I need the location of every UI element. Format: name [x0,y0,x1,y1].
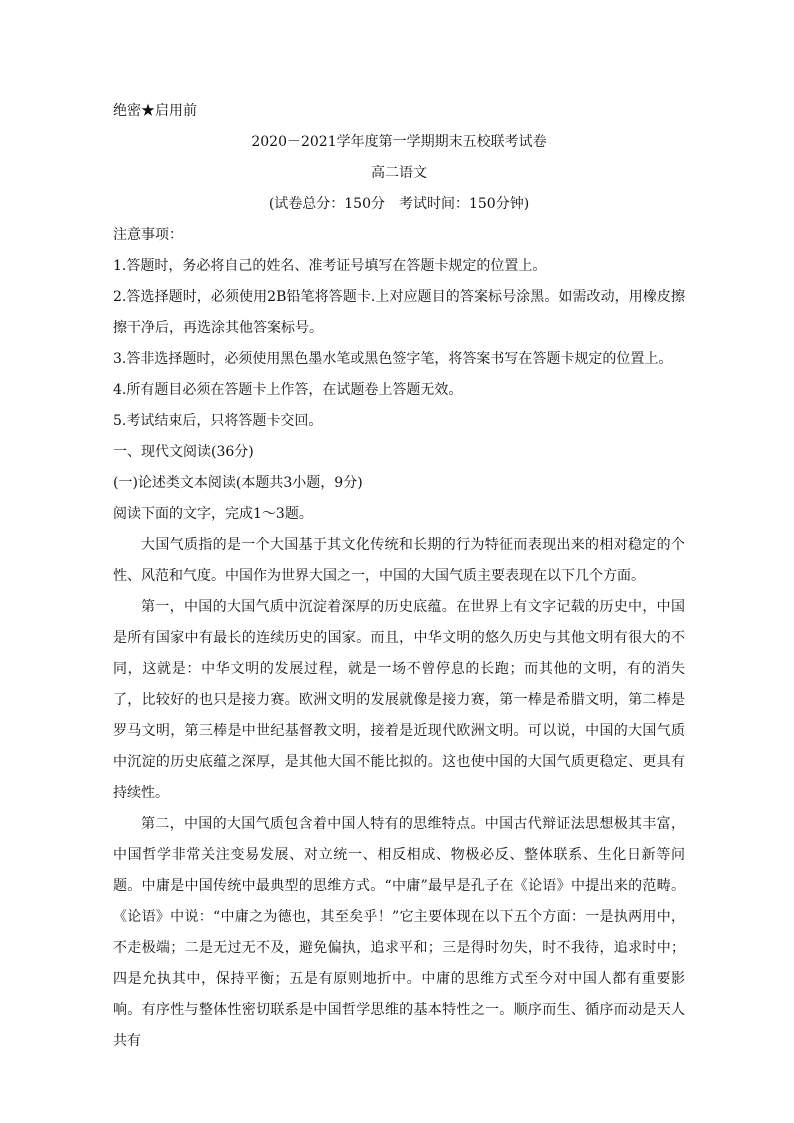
note-item: 4.所有题目必须在答题卡上作答，在试题卷上答题无效。 [113,382,463,398]
exam-title: 2020－2021学年度第一学期期末五校联考试卷 [251,134,547,150]
exam-meta: (试卷总分：150分 考试时间：150分钟) [268,196,530,212]
confidential-mark: 绝密★启用前 [113,103,197,119]
section-title: 一、现代文阅读(36分) [113,444,254,460]
note-item: 1.答题时，务必将自己的姓名、准考证号填写在答题卡规定的位置上。 [113,258,547,274]
passage-paragraph: 大国气质指的是一个大国基于其文化传统和长期的行为特征而表现出来的相对稳定的个性、风范和气度。中国作为世界大国之一，中国的大国气质主要表现在以下几个方面。 [113,537,685,584]
subject-title: 高二语文 [371,165,427,181]
passage-paragraph: 第二，中国的大国气质包含着中国人特有的思维特点。中国古代辩证法思想极其丰富，中国哲学非常关注变易发展、对立统一、相反相成、物极必反、整体联系、生化日新等问题。中庸是中国传统中最典型的思维方式。“中庸”最早是孔子在《论语》中提出来的范畴。《论语》中说：“中庸之为德也，其至矣乎！”它主要体现在以下五个方面：一是执两用中，不走极端；二是无过无不及，避免偏执，追求平和；三是得时勿失，时不我待，追求时中；四是允执其中，保持平衡；五是有原则地折中。中庸的思维方式至今对中国人都有重要影响。有序性与整体性密切联系是中国哲学思维的基本特性之一。顺序而生、循序而动是天人共有 [113,816,685,1049]
note-item: 2.答选择题时，必须使用2B铅笔将答题卡.上对应题目的答案标号涂黑。如需改动，用橡皮擦擦干净后，再选涂其他答案标号。 [113,289,685,336]
section-subtitle: (一)论述类文本阅读(本题共3小题，9分) [113,475,363,491]
exam-page [113,96,685,1057]
reading-instruction: 阅读下面的文字，完成1～3题。 [113,506,313,522]
note-item: 3.答非选择题时，必须使用黑色墨水笔或黑色签字笔，将答案书写在答题卡规定的位置上。 [113,351,673,367]
note-item: 5.考试结束后，只将答题卡交回。 [113,413,323,429]
passage-paragraph: 第一，中国的大国气质中沉淀着深厚的历史底蕴。在世界上有文字记载的历史中，中国是所有国家中有最长的连续历史的国家。而且，中华文明的悠久历史与其他文明有很大的不同，这就是：中华文明的发展过程，就是一场不曾停息的长跑；而其他的文明，有的消失了，比较好的也只是接力赛。欧洲文明的发展就像是接力赛，第一棒是希腊文明，第二棒是罗马文明，第三棒是中世纪基督教文明，接着是近现代欧洲文明。可以说，中国的大国气质中沉淀的历史底蕴之深厚，是其他大国不能比拟的。这也使中国的大国气质更稳定、更具有持续性。 [113,599,685,801]
notes-heading: 注意事项： [113,227,183,243]
